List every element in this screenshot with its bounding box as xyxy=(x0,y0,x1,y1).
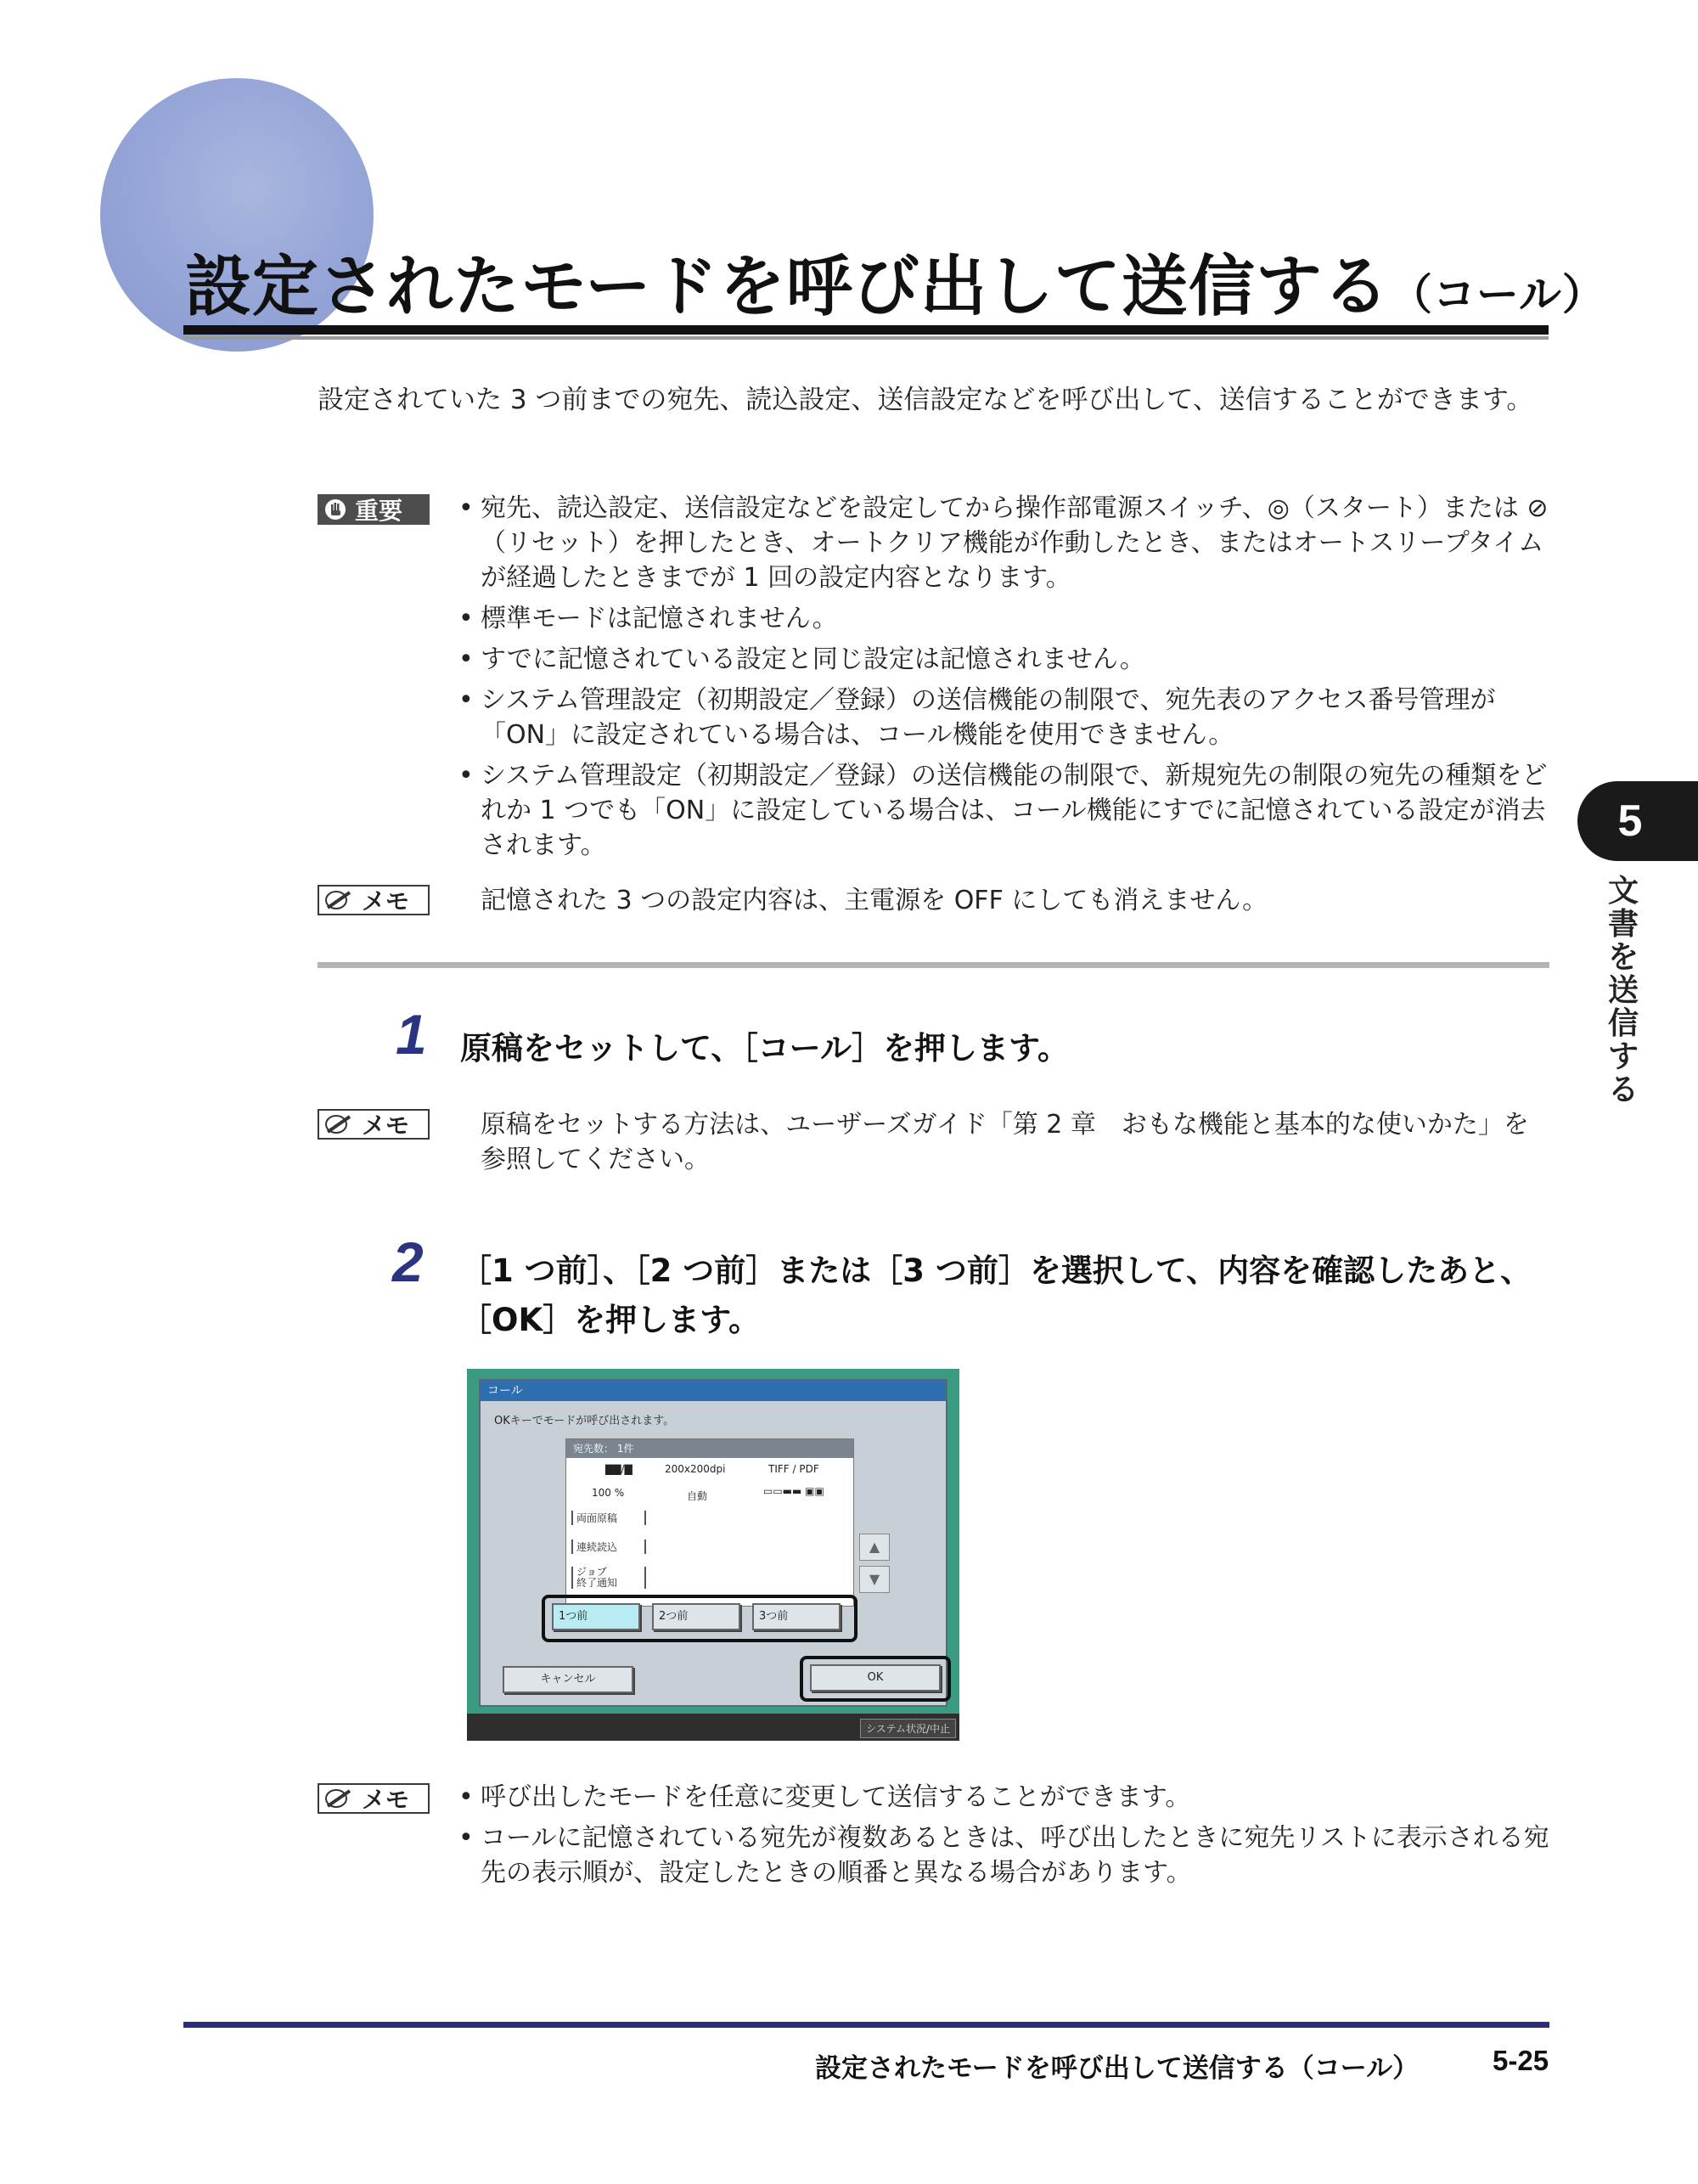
pencil-icon xyxy=(324,889,353,911)
pencil-icon xyxy=(324,1787,353,1810)
recall-2-button[interactable]: 2つ前 xyxy=(652,1603,740,1630)
step-number: 1 xyxy=(396,1003,427,1066)
footer-rule xyxy=(183,2022,1549,2028)
scroll-down-button[interactable]: ▼ xyxy=(859,1566,890,1593)
color-mode-icon: ▇▇/▇ xyxy=(605,1463,633,1475)
continuous-scan-tag: 連続読込 xyxy=(571,1539,646,1554)
list-item: • 宛先、読込設定、送信設定などを設定してから操作部電源スイッチ、◎（スタート）または ⊘（リセット）を押したとき、オートクリア機能が作動したとき、またはオートスリープタイムが経過したときまでが 1 回の設定内容となります。 xyxy=(458,491,1550,595)
memo-text: 記憶された 3 つの設定内容は、主電源を OFF にしても消えません。 xyxy=(481,886,1268,915)
list-item: • コールに記憶されている宛先が複数あるときは、呼び出したときに宛先リストに表示される宛先の表示順が、設定したときの順番と異なる場合があります。 xyxy=(458,1821,1550,1890)
file-format-value: TIFF / PDF xyxy=(768,1463,819,1475)
settings-summary xyxy=(565,1438,854,1607)
memo-text: 原稿をセットする方法は、ユーザーズガイド「第 2 章 おもな機能と基本的な使いかた」を参照してください。 xyxy=(481,1110,1529,1174)
dialog-title: コール xyxy=(481,1381,946,1401)
destination-count: 宛先数： 1件 xyxy=(566,1439,853,1458)
list-item: • すでに記憶されている設定と同じ設定は記憶されません。 xyxy=(458,642,1550,677)
call-dialog xyxy=(479,1379,947,1707)
footer-title: 設定されたモードを呼び出して送信する（コール） xyxy=(815,2053,1420,2084)
step-text-line: ［OK］を押します。 xyxy=(460,1302,761,1338)
scroll-up-button[interactable]: ▲ xyxy=(859,1534,890,1561)
recall-1-button[interactable]: 1つ前 xyxy=(552,1603,640,1630)
title-rule-shadow xyxy=(183,336,1549,340)
memo-badge xyxy=(318,885,430,915)
step-text: 原稿をセットして、［コール］を押します。 xyxy=(460,1030,1070,1067)
hand-stop-icon xyxy=(324,498,346,521)
section-divider xyxy=(318,962,1549,968)
job-done-notify-tag: ジョブ 終了通知 xyxy=(571,1567,646,1589)
chapter-tab: 5 xyxy=(1577,781,1698,861)
pencil-icon xyxy=(324,1113,353,1135)
memo-badge xyxy=(318,1783,430,1814)
call-screen-screenshot xyxy=(467,1369,959,1741)
page-title: 設定されたモードを呼び出して送信する（コール） xyxy=(185,249,1605,325)
important-label: 重要 xyxy=(355,497,403,525)
memo-list xyxy=(458,1780,1550,1896)
chapter-label: 文書を送信する xyxy=(1607,874,1639,1107)
intro-text: 設定されていた 3 つ前までの宛先、読込設定、送信設定などを呼び出して、送信することができます。 xyxy=(318,385,1533,415)
step-number: 2 xyxy=(392,1230,424,1293)
page-title-suffix: （コール） xyxy=(1389,270,1605,319)
list-item: • システム管理設定（初期設定／登録）の送信機能の制限で、新規宛先の制限の宛先の種類をどれか 1 つでも「ON」に設定している場合は、コール機能にすでに記憶されている設定が消去されます。 xyxy=(458,758,1550,863)
duplex-tag: 両面原稿 xyxy=(571,1511,646,1525)
list-item: • 呼び出したモードを任意に変更して送信することができます。 xyxy=(458,1780,1550,1815)
memo-label: メモ xyxy=(362,1786,410,1814)
memo-label: メモ xyxy=(362,887,410,915)
step-text xyxy=(460,1247,1564,1345)
list-item: • システム管理設定（初期設定／登録）の送信機能の制限で、宛先表のアクセス番号管理が「ON」に設定されている場合は、コール機能を使用できません。 xyxy=(458,683,1550,752)
page-number: 5-25 xyxy=(1493,2045,1549,2076)
ok-button[interactable]: OK xyxy=(810,1664,941,1691)
cancel-button[interactable]: キャンセル xyxy=(503,1666,633,1693)
recall-3-button[interactable]: 3つ前 xyxy=(752,1603,841,1630)
step-text-line: ［1 つ前］、［2 つ前］または［3 つ前］を選択して、内容を確認したあと、 xyxy=(460,1252,1532,1289)
title-rule xyxy=(183,325,1549,335)
system-status-button[interactable]: システム状況/中止 xyxy=(860,1719,956,1738)
important-list xyxy=(458,491,1550,869)
dialog-message: OKキーでモードが呼び出されます。 xyxy=(494,1415,675,1427)
memo-badge xyxy=(318,1109,430,1140)
list-item: • 標準モードは記憶されません。 xyxy=(458,601,1550,636)
density-scale-icon: ▭▭▬▬ ▣▣ xyxy=(763,1485,824,1497)
density-value: 自動 xyxy=(687,1490,708,1502)
important-badge xyxy=(318,494,430,525)
zoom-value: 100 % xyxy=(592,1487,625,1499)
memo-label: メモ xyxy=(362,1112,410,1140)
resolution-value: 200x200dpi xyxy=(665,1463,726,1475)
